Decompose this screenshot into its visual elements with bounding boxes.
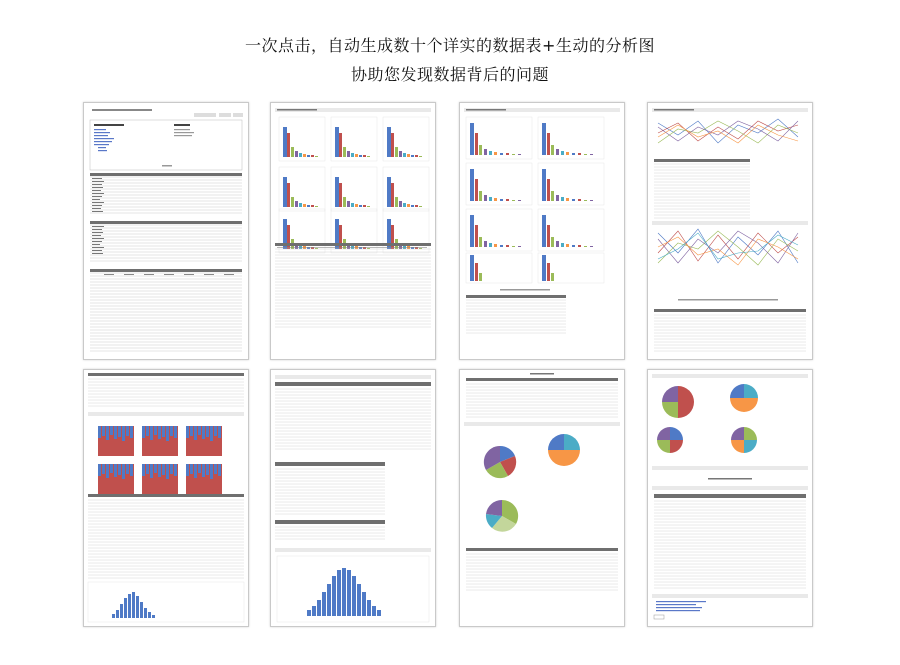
report-page-7-preview [460,370,624,626]
report-page-4-preview [648,103,812,359]
report-page-1-preview [84,103,248,359]
headline-line-2: 协助您发现数据背后的问题 [350,65,549,84]
report-page-thumbnail-4[interactable] [647,102,813,360]
report-page-8-preview [648,370,812,626]
report-page-thumbnail-8[interactable] [647,369,813,627]
report-page-thumbnail-2[interactable] [270,102,436,360]
report-page-thumbnail-1[interactable] [83,102,249,360]
report-page-thumbnail-6[interactable] [270,369,436,627]
report-page-thumbnail-5[interactable] [83,369,249,627]
report-page-5-preview [84,370,248,626]
report-page-3-preview [460,103,624,359]
report-page-6-preview [271,370,435,626]
headline-line-1: 一次点击，自动生成数十个详实的数据表+生动的分析图 [245,36,655,55]
report-page-2-preview [271,103,435,359]
report-page-thumbnail-3[interactable] [459,102,625,360]
report-page-thumbnail-7[interactable] [459,369,625,627]
